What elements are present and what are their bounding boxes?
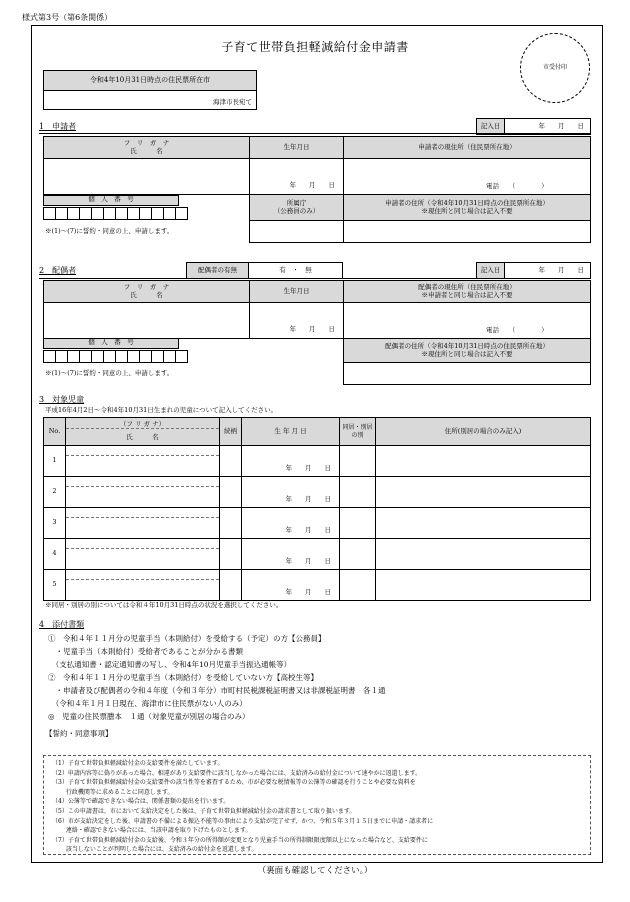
applicant-pledge-note: ※(1)〜(7)に誓約・同意の上、申請します。 (45, 227, 174, 235)
consent-item: 行政機関等に求めることに同意します。 (52, 788, 174, 796)
attachment-line: （令和４年１月１日現在、海津市に住民票がない人のみ） (48, 699, 247, 708)
applicant-past-address-header: 申請者の住所（令和4年10月31日時点の住民票所在地） ※現住所と同じ場合は記入不要 (344, 195, 591, 221)
child-relation-field[interactable] (220, 570, 242, 601)
addressee: 海津市長宛て (213, 98, 252, 107)
row-no: 3 (44, 508, 66, 539)
child-relation-field[interactable] (220, 477, 242, 508)
applicant-name-field[interactable] (44, 159, 250, 195)
section1-title: 1 申請者 (39, 122, 77, 131)
spouse-mynumber-grid[interactable] (43, 350, 188, 363)
section3-title: 3 対象児童 (39, 395, 85, 404)
child-name-field[interactable] (66, 477, 220, 508)
reception-stamp-area (520, 33, 590, 103)
spouse-address-field[interactable]: 電話 （ ） (344, 303, 591, 339)
consent-item: （2）申請内容等に偽りがあった場合、相違があり支給要件に該当しなかった場合には、支給済みの給付金について速やかに返還します。 (52, 769, 422, 777)
entry-date-field[interactable]: 年 月 日 (505, 263, 591, 279)
child-separate-field[interactable] (340, 477, 376, 508)
child-address-field[interactable] (376, 570, 591, 601)
child-separate-field[interactable] (340, 539, 376, 570)
consent-item: （3）子育て世帯負担軽減給付金の支給要件の該当性等を審査するため、市が必要な税情報等の公簿等の確認を行うことや必要な資料を (52, 779, 416, 787)
consent-title: 【誓約・同意事項】 (45, 729, 113, 738)
child-birth-field[interactable]: 年 月 日 (242, 508, 340, 539)
child-birth-field[interactable]: 年 月 日 (242, 570, 340, 601)
applicant-address-header: 申請者の現住所（住民票所在地） (344, 137, 591, 159)
spouse-exist-choice[interactable]: 有 ・ 無 (249, 263, 343, 279)
page-title: 子育て世帯負担軽減給付金申請書 (221, 40, 409, 54)
section4-title: 4 添付書類 (39, 620, 85, 629)
spouse-mynumber-label: 個 人 番 号 (43, 338, 179, 349)
section1-rule (39, 133, 591, 134)
residence-city-header: 令和4年10月31日時点の住民票所在市 (44, 71, 256, 91)
attachments-list (48, 632, 578, 723)
consent-item: （5）この申請書は、市において支給決定をした後は、子育て世帯負担軽減給付金の請求書として取り扱います。 (52, 807, 356, 815)
applicant-past-address-field[interactable] (344, 221, 591, 243)
footer-note: （裏面も確認してください。） (257, 866, 373, 876)
table-row (44, 570, 591, 601)
child-separate-field[interactable] (340, 570, 376, 601)
table-row (44, 508, 591, 539)
table-row (44, 539, 591, 570)
affiliation-header: 所属庁 （公務員のみ） (250, 195, 344, 221)
consent-item: （6）市が支給決定をした後、申請書の不備による振込不能等の事由により支給が完了せず、かつ、令和５年３月１５日までに申請・請求者に (52, 817, 434, 825)
attachment-line: ② 令和４年１１月分の児童手当（本則給付）を受給していない方【高校生等】 (48, 673, 318, 682)
entry-date-label: 記入日 (477, 263, 505, 279)
table-row (44, 446, 591, 477)
children-relation-header: 続柄 (220, 418, 242, 446)
applicant-birth-field[interactable]: 年 月 日 (250, 159, 344, 195)
consent-item: （7）子育て世帯負担軽減給付金の支給後、令和３年分の所得額が変更となり児童手当の所得制限限度額以上になった場合など、支給要件に (52, 836, 428, 844)
row-no: 2 (44, 477, 66, 508)
child-address-field[interactable] (376, 477, 591, 508)
child-separate-field[interactable] (340, 446, 376, 477)
form-number: 様式第3号（第6条関係） (22, 13, 113, 22)
consent-item: （1）子育て世帯負担軽減給付金の支給要件を満たしています。 (52, 760, 224, 767)
entry-date-field[interactable]: 年 月 日 (505, 119, 591, 135)
spouse-name-field[interactable] (44, 303, 250, 339)
attachment-line: ① 令和４年１１月分の児童手当（本則給付）を受給する（予定）の方【公務員】 (48, 634, 326, 643)
row-no: 4 (44, 539, 66, 570)
spouse-past-address-header: 配偶者の住所（令和4年10月31日時点の住民票所在地） ※現住所と同じ場合は記入不要 (344, 339, 591, 363)
children-table (43, 417, 591, 601)
consent-item: 連絡・確認できない場合には、当該申請を取り下げたものとします。 (52, 827, 252, 835)
child-name-field[interactable] (66, 539, 220, 570)
child-birth-field[interactable]: 年 月 日 (242, 477, 340, 508)
child-name-field[interactable] (66, 508, 220, 539)
children-address-header: 住所(別居の場合のみ記入) (376, 418, 591, 446)
section2-rule (39, 278, 591, 279)
entry-date-label: 記入日 (477, 119, 505, 135)
spouse-birth-field[interactable]: 年 月 日 (250, 303, 344, 339)
child-name-field[interactable] (66, 446, 220, 477)
consent-item: （4）公簿等で確認できない場合は、関係書類の提出を行います。 (52, 798, 230, 806)
residence-city-box[interactable] (43, 70, 257, 110)
applicant-name-header: フ リ ガ ナ 氏 名 (44, 137, 250, 159)
spouse-name-header: フ リ ガ ナ 氏 名 (44, 281, 250, 303)
applicant-mynumber-label: 個 人 番 号 (43, 195, 179, 206)
section2-title: 2 配偶者 (39, 266, 77, 275)
child-relation-field[interactable] (220, 539, 242, 570)
section2-entry-date[interactable] (476, 262, 591, 279)
spouse-birth-header: 生年月日 (250, 281, 344, 303)
attachment-line: ・申請者及び配偶者の令和４年度（令和３年分）市町村民税課税証明書又は非課税証明書 各１通 (48, 686, 386, 695)
child-name-field[interactable] (66, 570, 220, 601)
child-address-field[interactable] (376, 539, 591, 570)
consent-item: 該当しないことが判明した場合には、支給済みの給付金を返還します。 (52, 846, 258, 854)
attachment-line: ・児童手当（本則給付）受給者であることが分かる書類 (48, 647, 243, 656)
spouse-exist-row (186, 262, 343, 279)
section3-note: ※同居・別居の別については令和４年10月31日時点の状況を選択してください。 (45, 601, 283, 609)
children-name-header: （フ リ ガ ナ） 氏 名 (66, 418, 220, 446)
row-no: 1 (44, 446, 66, 477)
attachment-line: ◎ 児童の住民票謄本 １通（対象児童が別居の場合のみ） (48, 712, 250, 721)
child-separate-field[interactable] (340, 508, 376, 539)
child-birth-field[interactable]: 年 月 日 (242, 539, 340, 570)
spouse-past-address-field[interactable] (344, 363, 591, 385)
children-birth-header: 生 年 月 日 (242, 418, 340, 446)
affiliation-field[interactable] (250, 221, 344, 243)
spouse-pledge-note: ※(1)〜(7)に誓約・同意の上、申請します。 (45, 369, 174, 377)
applicant-mynumber-grid[interactable] (43, 207, 188, 220)
spouse-exist-label: 配偶者の有無 (187, 263, 249, 279)
row-no: 5 (44, 570, 66, 601)
spouse-address-header: 配偶者の現住所（住民票所在地） ※申請者と同じ場合は記入不要 (344, 281, 591, 303)
child-birth-field[interactable]: 年 月 日 (242, 446, 340, 477)
consent-box (43, 755, 591, 855)
child-address-field[interactable] (376, 446, 591, 477)
applicant-birth-header: 生年月日 (250, 137, 344, 159)
attachment-line: （支払通知書・認定通知書の写し、令和4年10月児童手当振込通帳等） (48, 660, 292, 669)
stamp-label: 市受付印 (542, 64, 567, 72)
section3-intro: 平成16年4月2日〜令和4年10月31日生まれの児童について記入してください。 (45, 406, 278, 414)
applicant-address-field[interactable]: 電話 （ ） (344, 159, 591, 195)
children-no-header: No. (44, 418, 66, 446)
child-relation-field[interactable] (220, 508, 242, 539)
children-separate-header: 同居・別居 の別 (340, 418, 376, 446)
child-address-field[interactable] (376, 508, 591, 539)
table-row (44, 477, 591, 508)
child-relation-field[interactable] (220, 446, 242, 477)
